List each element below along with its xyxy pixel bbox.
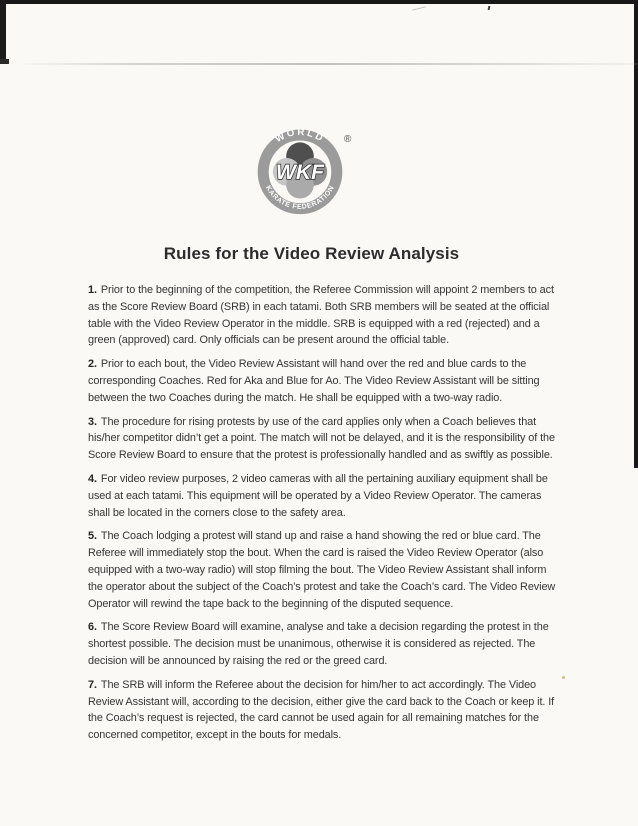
registered-trademark-symbol: ® [344, 134, 352, 145]
rule-number: 7. [88, 678, 97, 691]
wkf-logo [254, 124, 346, 216]
logo-arc-top-text: WORLD [273, 126, 327, 146]
logo-center-text: WKF [275, 161, 325, 185]
scan-artifact-right-bar [634, 0, 638, 468]
rule-text: For video review purposes, 2 video cameras with all the pertaining auxiliary equipment shall be used at each tatami. This equipment will be operated by a Video Review Operator. The cameras shall be located in the corners close to the safety area. [88, 472, 548, 519]
rule-paragraph-4 [88, 471, 558, 521]
rule-text: The Score Review Board will examine, analyse and take a decision regarding the protest in the shortest possible. The decision must be unanimous, otherwise it is considered as rejected. The decision will be announced by raising the red or the greed card. [88, 621, 549, 667]
logo-arc-bottom-text: KARATE FEDERATION [264, 184, 336, 211]
rule-paragraph-5 [88, 528, 558, 612]
rule-paragraph-6 [88, 619, 558, 669]
rule-paragraph-7 [88, 677, 558, 744]
scan-speck [488, 6, 491, 10]
rules-list [88, 282, 558, 751]
rule-number: 5. [88, 530, 97, 543]
rule-paragraph-3 [88, 414, 558, 464]
scan-artifact-left-bar [0, 0, 6, 60]
scan-speck [562, 676, 565, 679]
rule-number: 6. [88, 621, 97, 634]
rule-text: Prior to the beginning of the competition, the Referee Commission will appoint 2 members to act as the Score Review Board (SRB) in each tatami. Both SRB members will be seated at the official table with the Video Review Operator in the middle. SRB is equipped with a red (rejected) and a green (approved) card. Only officials can be present around the official table. [88, 284, 554, 347]
rule-paragraph-2 [88, 356, 558, 406]
rule-number: 3. [88, 415, 97, 428]
scan-speck [412, 6, 426, 10]
rule-paragraph-1 [88, 282, 558, 349]
rule-number: 4. [88, 472, 97, 485]
rule-text: The Coach lodging a protest will stand up and raise a hand showing the red or blue card. The Referee will immediately stop the bout. When the card is raised the Video Review Operator (also equipped with a two-way radio) will stop filming the bout. The Video Review Assistant shall inform the operator about the subject of the Coach’s protest and take the Coach’s card. The Video Review Operator will rewind the tape back to the beginning of the disputed sequence. [88, 530, 556, 610]
rule-text: Prior to each bout, the Video Review Assistant will hand over the red and blue cards to the corresponding Coaches. Red for Aka and Blue for Ao. The Video Review Assistant will be sitting between the two Coaches during the match. He shall be equipped with a two-way radio. [88, 358, 540, 404]
rule-number: 2. [88, 358, 97, 371]
rule-text: The SRB will inform the Referee about the decision for him/her to act accordingly. The Video Review Assistant will, according to the decision, either give the card back to the Coach or keep it. If the Coach’s request is rejected, the card cannot be used again for all remaining matches for the concerned competitor, except in the bouts for medals. [88, 678, 555, 742]
page-title: Rules for the Video Review Analysis [163, 244, 460, 263]
scan-artifact-top-bar [0, 0, 638, 4]
rule-text: The procedure for rising protests by use of the card applies only when a Coach believes that his/her competitor didn’t get a point. The match will not be delayed, and it is the responsibility of the Score Review Board to ensure that the protest is professionally handled and as swiftly as possible. [88, 415, 555, 462]
fold-line [22, 63, 638, 65]
rule-number: 1. [88, 284, 97, 296]
